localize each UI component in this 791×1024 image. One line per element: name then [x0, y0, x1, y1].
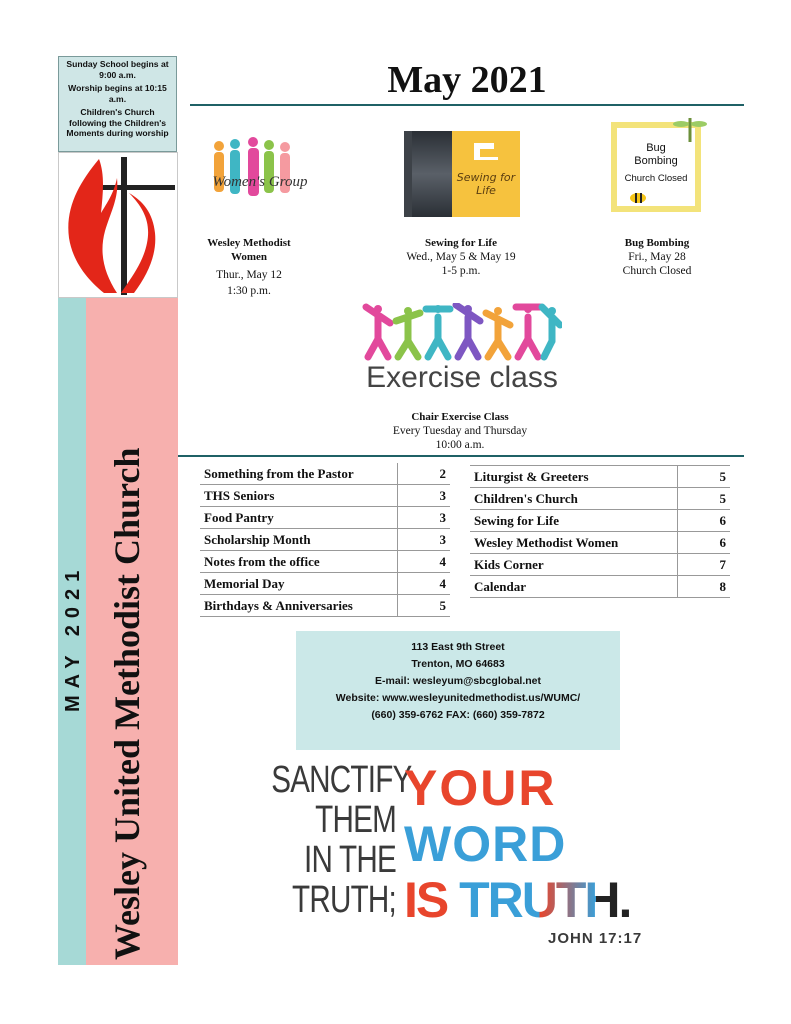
event-exercise-days: Every Tuesday and Thursday	[392, 425, 528, 437]
toc-label: Something from the Pastor	[200, 463, 398, 485]
toc-row[interactable]	[470, 576, 730, 598]
toc-row[interactable]	[470, 488, 730, 510]
scripture-reference: JOHN 17:17	[548, 930, 643, 947]
toc-label: Scholarship Month	[200, 529, 398, 551]
toc-right	[470, 465, 730, 598]
bug-bombing-image	[611, 122, 701, 212]
toc-page: 3	[398, 485, 451, 507]
schedule-worship: Worship begins at 10:15 a.m.	[68, 83, 167, 104]
sewing-image	[404, 131, 520, 217]
sewing-machine-icon	[472, 139, 500, 161]
exercise-image	[362, 303, 562, 403]
toc-page: 5	[678, 488, 731, 510]
event-women	[196, 236, 302, 298]
toc-label: THS Seniors	[200, 485, 398, 507]
sewing-image-text: Sewing for Life	[456, 171, 516, 197]
bee-icon	[627, 190, 649, 204]
toc-label: Notes from the office	[200, 551, 398, 573]
toc-row[interactable]	[470, 510, 730, 532]
event-bug	[598, 236, 716, 278]
toc-row[interactable]	[200, 463, 450, 485]
address-phones: (660) 359-6762 FAX: (660) 359-7872	[371, 709, 545, 721]
event-sewing-date: Wed., May 5 & May 19	[406, 251, 516, 263]
toc-page: 5	[398, 595, 451, 617]
bug-image-line3: Church Closed	[624, 173, 688, 184]
toc-row[interactable]	[200, 485, 450, 507]
cross-flame-logo	[58, 152, 178, 298]
scripture-left	[236, 759, 412, 921]
toc-label: Birthdays & Anniversaries	[200, 595, 398, 617]
event-sewing-title: Sewing for Life	[425, 237, 497, 249]
toc-row[interactable]	[470, 554, 730, 576]
toc-label: Sewing for Life	[470, 510, 678, 532]
scripture-your: YOUR	[404, 760, 557, 816]
people-icon	[205, 136, 315, 210]
divider-top	[190, 104, 744, 106]
page-title: May 2021	[387, 59, 547, 101]
bug-image-line2: Bombing	[634, 155, 678, 167]
toc-page: 4	[398, 551, 451, 573]
address-street: 113 East 9th Street	[411, 641, 505, 653]
toc-label: Kids Corner	[470, 554, 678, 576]
toc-label: Children's Church	[470, 488, 678, 510]
event-women-time: 1:30 p.m.	[227, 285, 271, 297]
toc-row[interactable]	[470, 532, 730, 554]
address-city: Trenton, MO 64683	[411, 658, 505, 670]
toc-row[interactable]	[200, 573, 450, 595]
toc-row[interactable]	[200, 551, 450, 573]
scripture-line: IN THE	[304, 839, 396, 881]
toc-page: 5	[678, 466, 731, 488]
event-bug-note: Church Closed	[622, 265, 692, 277]
event-exercise-title: Chair Exercise Class	[411, 411, 509, 423]
event-exercise-time: 10:00 a.m.	[435, 439, 485, 451]
toc-label: Liturgist & Greeters	[470, 466, 678, 488]
event-sewing	[386, 236, 536, 278]
dragonfly-icon	[673, 114, 707, 144]
scripture-line: SANCTIFY	[271, 759, 412, 801]
event-women-date: Thur., May 12	[216, 269, 282, 281]
sidebar-month: MAY 2021	[62, 563, 84, 712]
event-bug-date: Fri., May 28	[628, 251, 686, 263]
toc-page: 6	[678, 532, 731, 554]
toc-page: 8	[678, 576, 731, 598]
event-women-title: Wesley Methodist Women	[207, 237, 291, 263]
exercise-image-text: Exercise class	[366, 361, 558, 394]
toc-label: Calendar	[470, 576, 678, 598]
toc-label: Memorial Day	[200, 573, 398, 595]
toc-page: 7	[678, 554, 731, 576]
scripture-line: THEM	[315, 799, 396, 841]
sidebar-church-name: Wesley United Methodist Church	[107, 447, 147, 960]
scripture-word: WORD	[404, 816, 567, 872]
toc-row[interactable]	[200, 507, 450, 529]
event-exercise	[360, 410, 560, 452]
schedule-box	[58, 56, 177, 152]
toc-left	[200, 463, 450, 617]
scripture-is-truth: IS TRUTH.	[404, 872, 631, 928]
schedule-childrens-church: Children's Church following the Children's Moments during worship	[66, 107, 169, 138]
address-box	[296, 631, 620, 750]
womens-group-image-text: Women's Group	[212, 174, 308, 190]
sewing-badge	[452, 131, 520, 217]
toc-row[interactable]	[200, 529, 450, 551]
event-sewing-time: 1-5 p.m.	[441, 265, 481, 277]
toc-label: Wesley Methodist Women	[470, 532, 678, 554]
toc-page: 2	[398, 463, 451, 485]
divider-middle	[178, 455, 744, 457]
address-email[interactable]: E-mail: wesleyum@sbcglobal.net	[374, 675, 542, 687]
scripture-line: TRUTH;	[292, 879, 396, 921]
exercise-figures-icon	[362, 303, 562, 361]
address-website[interactable]: Website: www.wesleyunitedmethodist.us/WUMC/	[335, 692, 581, 704]
toc-row[interactable]	[200, 595, 450, 617]
toc-page: 3	[398, 507, 451, 529]
toc-label: Food Pantry	[200, 507, 398, 529]
toc-page: 4	[398, 573, 451, 595]
toc-page: 3	[398, 529, 451, 551]
toc-page: 6	[678, 510, 731, 532]
toc-row[interactable]	[470, 466, 730, 488]
event-bug-title: Bug Bombing	[624, 237, 690, 249]
bug-image-line1: Bug	[646, 142, 666, 154]
schedule-sunday-school: Sunday School begins at 9:00 a.m.	[66, 59, 169, 80]
cross-flame-icon	[59, 153, 177, 297]
womens-group-image	[205, 136, 315, 210]
